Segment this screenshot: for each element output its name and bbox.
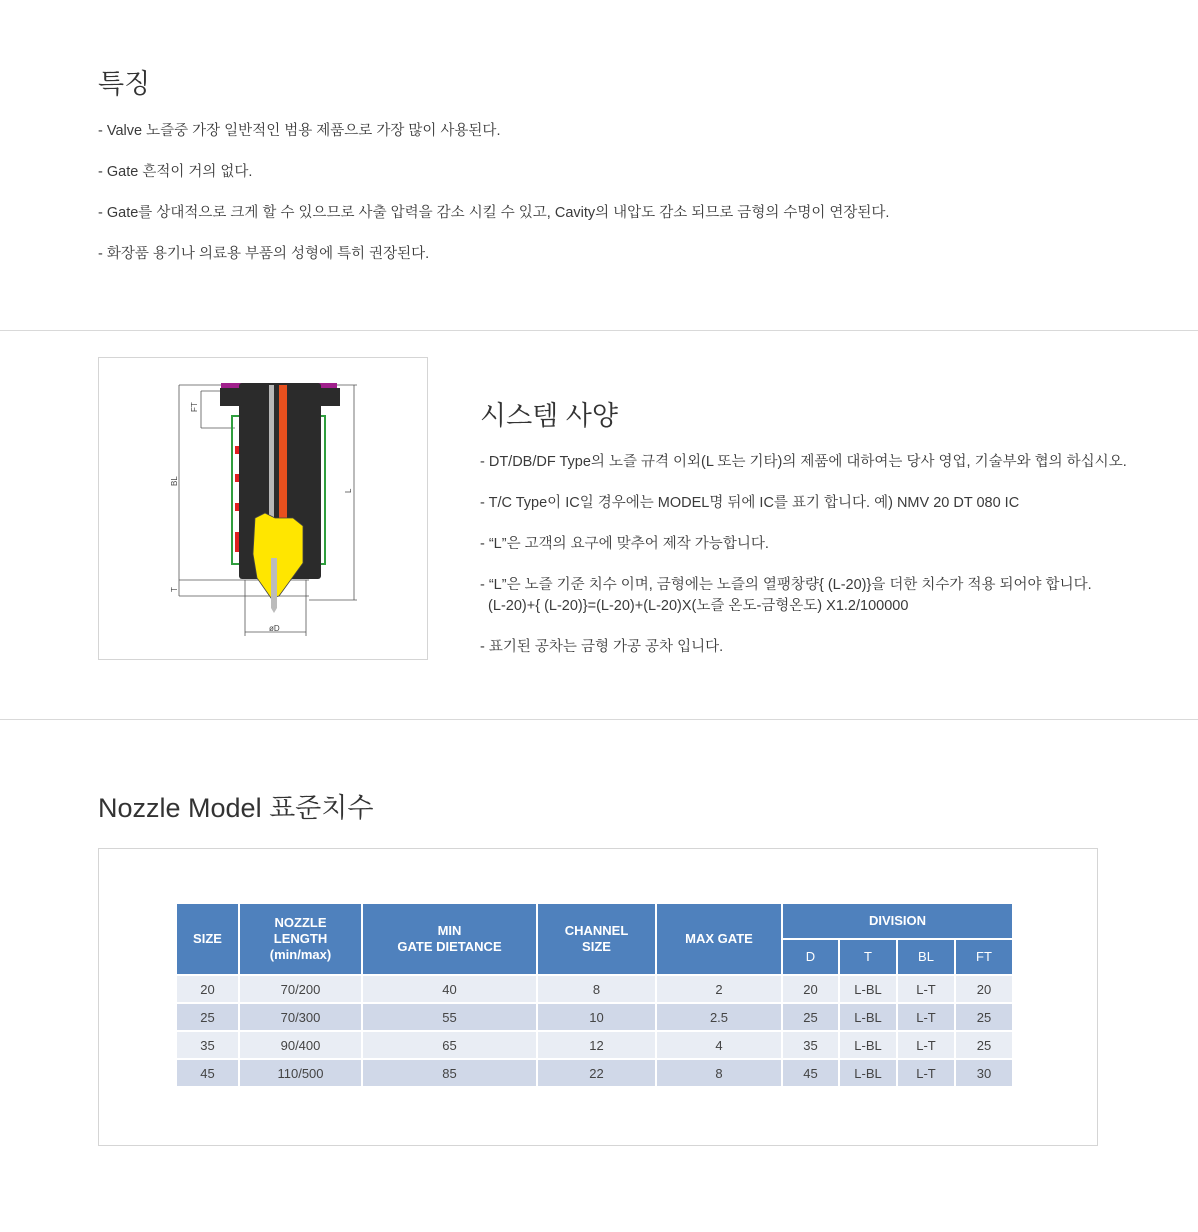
header-nozzle-length [240,904,361,974]
spec-item: (L-20)+{ (L-20)}=(L-20)+(L-20)X(노즐 온도-금형온도) X1.2/100000 [480,598,909,614]
cell-bl: L-T [898,976,954,1002]
system-spec-title: 시스템 사양 [480,401,618,431]
cell-bl: L-T [898,1032,954,1058]
cell-t: L-BL [840,1032,896,1058]
spec-item: - T/C Type이 IC일 경우에는 MODEL명 뒤에 IC를 표기 합니다. 예) NMV 20 DT 080 IC [480,495,1020,511]
spec-item: - “L”은 노즐 기준 치수 이며, 금형에는 노즐의 열팽창량{ (L-20)}을 더한 치수가 적용 되어야 합니다. [480,577,1092,593]
cell-max-gate: 2.5 [657,1004,781,1030]
features-title: 특징 [98,69,151,99]
cell-t: L-BL [840,976,896,1002]
cell-d: 20 [783,976,838,1002]
feature-item: - Gate를 상대적으로 크게 할 수 있으므로 사출 압력을 감소 시킬 수 있고, Cavity의 내압도 감소 되므로 금형의 수명이 연장된다. [98,205,890,221]
cell-max-gate: 4 [657,1032,781,1058]
feature-item: - Valve 노즐중 가장 일반적인 범용 제품으로 가장 많이 사용된다. [98,123,501,139]
table-row [177,1060,1012,1086]
spec-item: - “L”은 고객의 요구에 맞추어 제작 가능합니다. [480,536,769,552]
header-nozzle-length-line: LENGTH [273,931,328,946]
cell-channel: 22 [538,1060,655,1086]
header-division-d: D [783,940,838,974]
header-division-bl: BL [898,940,954,974]
cell-min-gate: 65 [363,1032,536,1058]
label-l: L [344,488,353,493]
cell-d: 35 [783,1032,838,1058]
nozzle-diagram [98,357,428,660]
cell-ft: 25 [956,1004,1012,1030]
header-channel [538,904,655,974]
cell-size: 25 [177,1004,238,1030]
cell-t: L-BL [840,1060,896,1086]
cell-ft: 30 [956,1060,1012,1086]
spec-item: - 표기된 공차는 금형 가공 공차 입니다. [480,639,724,655]
cell-max-gate: 2 [657,976,781,1002]
label-t: T [170,587,179,592]
header-division: DIVISION [783,904,1012,938]
cell-size: 45 [177,1060,238,1086]
feature-item: - Gate 흔적이 거의 없다. [98,164,253,180]
section-divider [0,330,1198,331]
cell-d: 45 [783,1060,838,1086]
cell-min-gate: 40 [363,976,536,1002]
header-min-gate-line: MIN [437,923,462,938]
cell-channel: 10 [538,1004,655,1030]
feature-item: - 화장품 용기나 의료용 부품의 성형에 특히 권장된다. [98,246,430,262]
section-divider [0,719,1198,720]
spec-item: - DT/DB/DF Type의 노즐 규격 이외(L 또는 기타)의 제품에 대하여는 당사 영업, 기술부와 협의 하십시오. [480,454,1127,470]
header-nozzle-length-line: (min/max) [269,947,332,962]
nozzle-drawing [99,358,427,659]
cell-t: L-BL [840,1004,896,1030]
cell-bl: L-T [898,1060,954,1086]
header-size: SIZE [177,904,238,974]
cell-channel: 8 [538,976,655,1002]
table-row [177,976,1012,1002]
cell-size: 20 [177,976,238,1002]
cell-ft: 20 [956,976,1012,1002]
header-channel-line: SIZE [582,939,611,954]
cell-nozzle-length: 70/300 [240,1004,361,1030]
label-bl: BL [170,476,179,486]
cell-size: 35 [177,1032,238,1058]
cell-ft: 25 [956,1032,1012,1058]
cell-min-gate: 85 [363,1060,536,1086]
header-min-gate-line: GATE DIETANCE [397,939,502,954]
label-od: øD [269,624,280,633]
header-division-ft: FT [956,940,1012,974]
cell-nozzle-length: 70/200 [240,976,361,1002]
cell-max-gate: 8 [657,1060,781,1086]
cell-min-gate: 55 [363,1004,536,1030]
header-division-t: T [840,940,896,974]
label-ft: FT [190,402,199,412]
model-table [175,902,1014,1088]
table-row [177,1004,1012,1030]
header-channel-line: CHANNEL [564,923,629,938]
cell-d: 25 [783,1004,838,1030]
header-max-gate: MAX GATE [657,904,781,974]
model-table-title: Nozzle Model 표준치수 [98,793,374,823]
cell-channel: 12 [538,1032,655,1058]
header-nozzle-length-line: NOZZLE [274,915,327,930]
cell-nozzle-length: 110/500 [240,1060,361,1086]
model-table-box [98,848,1098,1146]
header-min-gate [363,904,536,974]
cell-bl: L-T [898,1004,954,1030]
table-row [177,1032,1012,1058]
cell-nozzle-length: 90/400 [240,1032,361,1058]
